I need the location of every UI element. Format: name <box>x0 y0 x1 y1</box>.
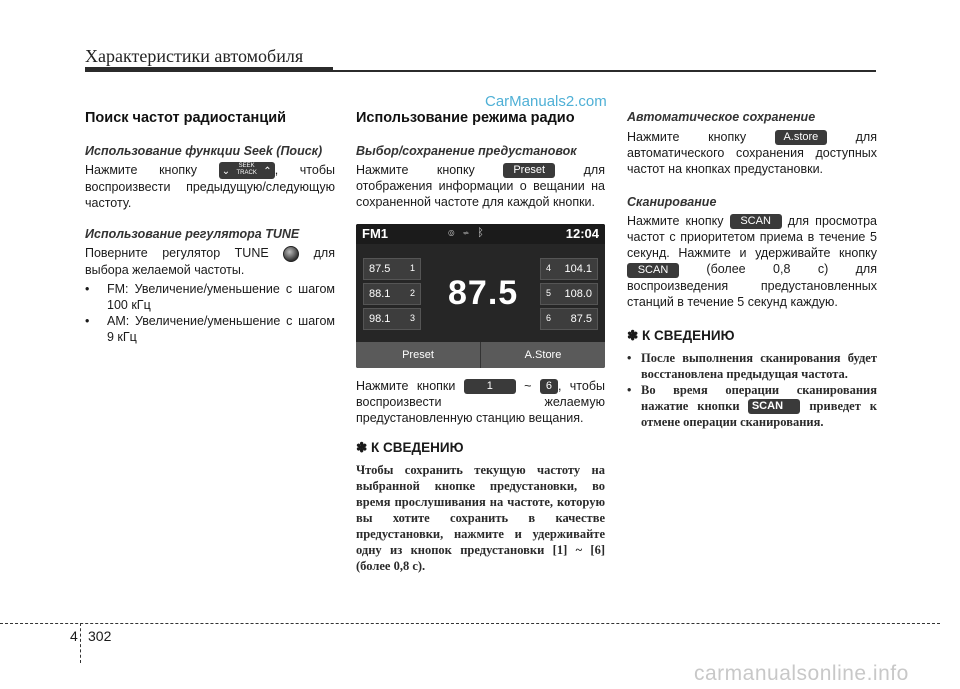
notice-title: ✽ К СВЕДЕНИЮ <box>356 440 464 456</box>
notice-body: Чтобы сохранить текущую частоту на выбранной кнопке предустановки, во время прослушивания на частоте, которую вы хотите сохранить в качестве предустановки, нажмите и удерживайте одну из кнопок предустановки [1] ~ [6] (более 0,8 с). <box>356 463 605 574</box>
bluetooth-icon: ᛒ <box>477 227 492 240</box>
radio-clock: 12:04 <box>565 226 599 242</box>
watermark-top[interactable]: CarManuals2.com <box>485 93 607 110</box>
section-heading-frequency-search: Поиск частот радиостанций <box>85 110 287 126</box>
scan-button-icon: SCAN <box>627 263 679 278</box>
radio-astore-softkey: A.Store <box>524 349 562 362</box>
target-icon: ◎ <box>448 227 463 240</box>
page-number: 302 <box>88 628 112 644</box>
preset-paragraph: Нажмите кнопку Preset для отображения информации о вещании на сохраненной частоте для каждой кнопки. <box>356 163 605 210</box>
preset-1-button-icon: 1 <box>464 379 516 394</box>
seek-track-button-icon: ⌄ SEEK TRACK ⌃ <box>219 162 275 179</box>
chevron-up-icon: ⌃ <box>263 166 272 178</box>
watermark-bottom[interactable]: carmanualsonline.info <box>694 662 909 685</box>
header-rule-thick <box>85 67 333 72</box>
notice-title: ✽ К СВЕДЕНИЮ <box>627 327 735 343</box>
subheading-autosave: Автоматическое сохранение <box>627 110 816 124</box>
tune-paragraph: Поверните регулятор TUNE для выбора желаемой частоты. <box>85 246 335 277</box>
radio-display-screenshot <box>356 224 605 368</box>
radio-softkey-bar <box>356 342 605 368</box>
tune-knob-icon <box>283 246 299 262</box>
radio-current-frequency: 87.5 <box>448 274 519 313</box>
page-header-title: Характеристики автомобиля <box>85 46 304 66</box>
preset-slot: 4 104.1 <box>540 258 598 280</box>
scan-button-icon: SCAN <box>730 214 782 229</box>
column-1 <box>85 110 335 345</box>
section-heading-radio-mode: Использование режима радио <box>356 110 575 126</box>
column-2 <box>356 110 605 574</box>
preset-button-icon: Preset <box>503 163 555 178</box>
seek-paragraph: Нажмите кнопку ⌄ SEEK TRACK ⌃ , чтобы воспроизвести предыдущую/следующую частоту. <box>85 163 335 211</box>
preset-slot: 88.1 2 <box>363 283 421 305</box>
column-3 <box>627 110 877 430</box>
header-rule-thin <box>333 70 876 72</box>
preset-slot: 98.1 3 <box>363 308 421 330</box>
preset-select-paragraph: Нажмите кнопки 1 ~ 6 , чтобы воспроизвести желаемую предустановленную станцию вещания. <box>356 379 605 426</box>
chevron-down-icon: ⌄ <box>221 166 231 178</box>
subheading-scan: Сканирование <box>627 195 717 210</box>
preset-6-button-icon: 6 <box>540 379 558 394</box>
chapter-number: 4 <box>70 628 78 644</box>
subheading-preset: Выбор/сохранение предустановок <box>356 144 577 158</box>
notice-list <box>627 350 877 431</box>
list-item: • После выполнения сканирования будет восстановлена предыдущая частота. <box>627 350 877 381</box>
scan-button-icon: SCAN <box>748 399 800 414</box>
astore-button-icon: A.store <box>775 130 827 145</box>
subheading-seek: Использование функции Seek (Поиск) <box>85 144 323 158</box>
radio-status-icons <box>448 227 492 239</box>
footer-separator <box>80 623 81 663</box>
radio-status-bar <box>356 224 605 244</box>
autosave-paragraph: Нажмите кнопку A.store для автоматического сохранения доступных частот на кнопках предустановки. <box>627 130 877 177</box>
radio-band-label: FM1 <box>362 226 388 242</box>
tune-step-list <box>85 281 335 345</box>
preset-slot: 5 108.0 <box>540 283 598 305</box>
radio-preset-softkey: Preset <box>356 342 481 368</box>
preset-slot: 87.5 1 <box>363 258 421 280</box>
list-item: • AM: Увеличение/уменьшение с шагом 9 кГц <box>85 313 335 344</box>
subheading-tune: Использование регулятора TUNE <box>85 227 300 242</box>
scan-paragraph: Нажмите кнопку SCAN для просмотра частот с приоритетом приема в течение 5 секунд. Нажмите и удерживайте кнопку SCAN (более 0,8 с) для воспроизведения предустановленных станций в течение 5 секунд каждую. <box>627 214 877 309</box>
list-item: • FM: Увеличение/уменьшение с шагом 100 кГц <box>85 281 335 312</box>
usb-icon: ⇌ <box>462 227 478 240</box>
list-item: • Во время операции сканирования нажатие кнопки SCAN приведет к отмене операции сканирования. <box>627 382 877 430</box>
preset-slot: 6 87.5 <box>540 308 598 330</box>
footer-rule <box>0 623 940 624</box>
